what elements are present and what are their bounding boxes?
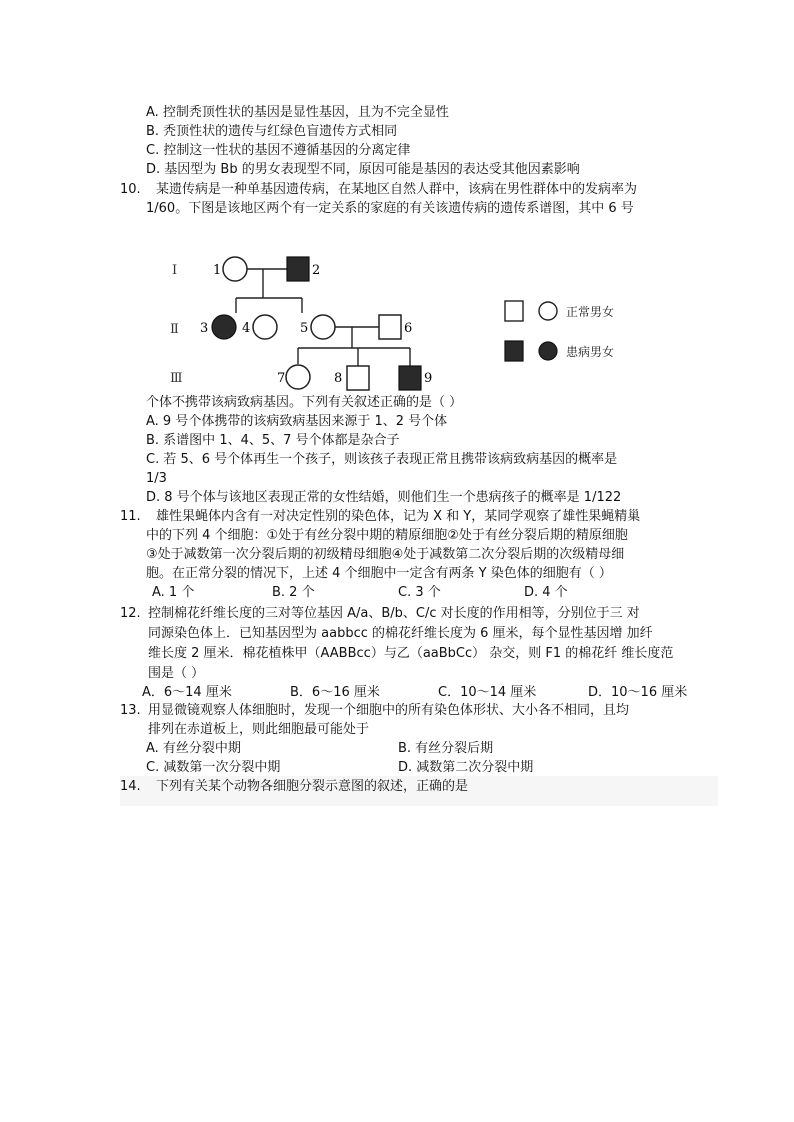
q14-number: 14. [120,779,141,794]
q10-stem-line-1: 某遗传病是一种单基因遗传病，在某地区自然人群中，该病在男性群体中的发病率为 [156,182,638,197]
q11-number: 11. [120,509,141,524]
q10-option-a: A. 9 号个体携带的该病致病基因来源于 1、2 号个体 [146,414,448,429]
q10-option-d: D. 8 号个体与该地区表现正常的女性结婚，则他们生一个患病孩子的概率是 1/122 [146,490,622,505]
q12-option-b: B．6～16 厘米 [290,685,380,700]
pedigree-individual-8 [347,366,369,390]
pedigree-id-4: 4 [242,321,251,336]
pedigree-id-5: 5 [300,321,309,336]
q10-stem-line-3: 个体不携带该病致病基因。下列有关叙述正确的是（ ） [146,395,463,410]
q10-number: 10. [120,182,141,197]
q11-option-d: D. 4 个 [524,585,568,600]
legend-normal-label: 正常男女 [566,305,615,319]
pedigree-individual-7 [286,365,310,389]
pedigree-individual-1 [223,257,247,281]
q12-option-a: A．6～14 厘米 [142,685,232,700]
q12-option-d: D．10～16 厘米 [588,685,688,700]
legend-normal-female-symbol [539,302,557,320]
q13-option-c: C. 减数第一次分裂中期 [146,760,281,775]
legend-affected-male-symbol [505,341,523,361]
pedigree-individual-9 [399,366,421,390]
pedigree-id-8: 8 [334,371,343,386]
q11-option-c: C. 3 个 [398,585,441,600]
pedigree-individual-4 [253,315,277,339]
q12-number: 12. [120,606,141,621]
q12-stem-line-3: 维长度 2 厘米．棉花植株甲（AABBcc）与乙（aaBbCc） 杂交，则 F1 的棉花纤 维长度范 [148,646,674,661]
q9-option-c: C. 控制这一性状的基因不遵循基因的分离定律 [146,143,411,158]
q10-stem-line-2: 1/60。下图是该地区两个有一定关系的家庭的有关该遗传病的遗传系谱图，其中 6 号 [146,201,634,216]
q11-stem-line-3: ③处于减数第一次分裂后期的初级精母细胞④处于减数第二次分裂后期的次级精母细 [146,547,625,562]
q14-stem: 下列有关某个动物各细胞分裂示意图的叙述，正确的是 [156,779,469,794]
legend-affected-label: 患病男女 [566,345,615,359]
q9-option-a: A. 控制秃顶性状的基因是显性基因，且为不完全显性 [146,105,449,120]
q12-stem-line-2: 同源染色体上．已知基因型为 aabbcc 的棉花纤维长度为 6 厘米，每个显性基因增 加纤 [148,626,653,641]
generation-label-i: Ⅰ [172,263,178,278]
q9-option-b: B. 秃顶性状的遗传与红绿色盲遗传方式相同 [146,124,398,139]
generation-label-ii: Ⅱ [170,322,179,337]
q13-option-a: A. 有丝分裂中期 [146,741,241,756]
generation-label-iii: Ⅲ [170,371,183,386]
q11-stem-line-1: 雄性果蝇体内含有一对决定性别的染色体，记为 X 和 Y，某同学观察了雄性果蝇精巢 [156,509,641,524]
q12-stem-line-1: 控制棉花纤维长度的三对等位基因 A/a、B/b、C/c 对长度的作用相等，分别位于三 对 [148,606,640,621]
q10-option-c: C. 若 5、6 号个体再生一个孩子，则该孩子表现正常且携带该病致病基因的概率是 [146,452,618,467]
q13-stem-line-1: 用显微镜观察人体细胞时，发现一个细胞中的所有染色体形状、大小各不相同，且均 [148,703,630,718]
pedigree-id-1: 1 [213,263,222,278]
q13-number: 13. [120,703,141,718]
pedigree-individual-5 [311,315,335,339]
q12-options-row [0,684,794,702]
pedigree-id-3: 3 [200,321,209,336]
pedigree-id-6: 6 [404,321,413,336]
q11-option-a: A. 1 个 [152,585,195,600]
q13-option-d: D. 减数第二次分裂中期 [398,760,534,775]
q11-stem-line-4: 胞。在正常分裂的情况下，上述 4 个细胞中一定含有两条 Y 染色体的细胞有（ ） [146,566,612,581]
pedigree-individual-2 [287,257,309,281]
q13-options [0,740,794,780]
pedigree-id-7: 7 [277,371,286,386]
legend-normal-male-symbol [505,301,523,321]
pedigree-id-9: 9 [424,371,433,386]
q11-option-b: B. 2 个 [272,585,315,600]
q13-option-b: B. 有丝分裂后期 [398,741,494,756]
pedigree-individual-6 [379,315,401,339]
q11-options-row [0,584,794,602]
q11-stem-line-2: 中的下列 4 个细胞：①处于有丝分裂中期的精原细胞②处于有丝分裂后期的精原细胞 [146,528,628,543]
pedigree-chart [160,245,640,400]
q12-option-c: C．10～14 厘米 [438,685,537,700]
q9-option-d: D. 基因型为 Bb 的男女表现型不同，原因可能是基因的表达受其他因素影响 [146,162,580,177]
q10-option-b: B. 系谱图中 1、4、5、7 号个体都是杂合子 [146,433,400,448]
q12-stem-line-4: 围是（ ） [148,666,205,681]
pedigree-individual-3 [212,315,236,339]
q10-option-c-continued: 1/3 [146,471,167,486]
legend-affected-female-symbol [539,342,557,360]
q13-stem-line-2: 排列在赤道板上，则此细胞最可能处于 [148,722,370,737]
pedigree-id-2: 2 [312,263,321,278]
